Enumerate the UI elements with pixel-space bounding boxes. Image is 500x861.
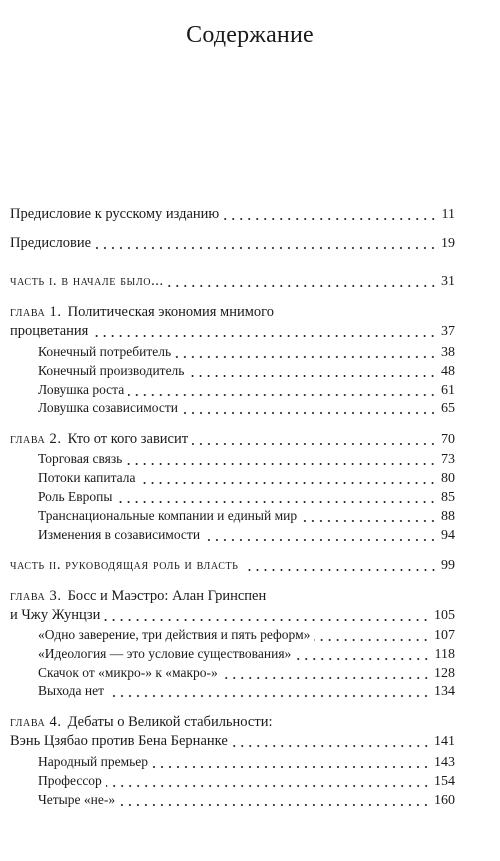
toc-subentry-title: Конечный производитель	[38, 363, 185, 378]
toc-subentry	[38, 343, 455, 362]
dot-leader	[106, 784, 430, 788]
toc-page-number: 80	[441, 471, 455, 486]
toc-part	[10, 272, 455, 291]
toc-page-number: 118	[434, 647, 455, 662]
toc-page-number: 143	[434, 755, 455, 770]
toc-subentry-title: «Идеология — это условие существования»	[38, 646, 292, 661]
toc-chapter-label: глава 3.	[10, 588, 62, 604]
toc-entry-title: Предисловие к русскому изданию	[10, 206, 220, 222]
dot-leader	[232, 744, 430, 748]
toc-subentry	[38, 450, 455, 469]
toc-subentry-title: Скачок от «микро-» к «макро-»	[38, 665, 218, 680]
toc-chapter-label: глава 4.	[10, 714, 62, 730]
dot-leader	[119, 803, 430, 807]
dot-leader	[188, 374, 437, 378]
toc-page-number: 48	[441, 364, 455, 379]
toc-page-number: 154	[434, 774, 455, 789]
toc-page-number: 128	[434, 666, 455, 681]
toc-chapter-first-line	[10, 713, 272, 731]
toc-subentry	[38, 753, 455, 772]
toc-chapter	[10, 732, 455, 751]
dot-leader	[104, 618, 430, 622]
toc-chapter-title: Дебаты о Великой стабильности:	[67, 714, 273, 730]
toc-page-number: 31	[441, 274, 455, 289]
dot-leader	[116, 500, 437, 504]
toc-subentry-title: Профессор	[38, 773, 102, 788]
dot-leader	[175, 355, 437, 359]
dot-leader	[295, 657, 430, 661]
toc-part-title: часть i. в начале было...	[10, 273, 164, 289]
toc-subentry	[38, 488, 455, 507]
toc-page-number: 94	[441, 528, 455, 543]
dot-leader	[243, 568, 437, 572]
dot-leader	[223, 217, 437, 221]
dot-leader	[152, 765, 430, 769]
toc-entry-title: Предисловие	[10, 235, 92, 251]
toc-subentry-title: Изменения в созависимости	[38, 527, 201, 542]
toc-page-number: 65	[441, 401, 455, 416]
toc-page-number: 160	[434, 793, 455, 808]
dot-leader	[92, 334, 437, 338]
dot-leader	[126, 462, 437, 466]
toc-page-number: 11	[441, 207, 455, 222]
toc-chapter	[10, 322, 455, 341]
toc-page-number: 73	[441, 452, 455, 467]
toc-chapter	[10, 606, 455, 625]
toc-chapter-title-cont: процветания	[10, 323, 89, 339]
dot-leader	[128, 393, 437, 397]
toc-page-number: 107	[434, 628, 455, 643]
dot-leader	[192, 442, 437, 446]
toc-subentry-title: Транснациональные компании и единый мир	[38, 508, 298, 523]
toc-entry	[10, 205, 455, 224]
toc-chapter-title: Кто от кого зависит	[67, 431, 189, 447]
toc-page-number: 141	[434, 734, 455, 749]
toc-subentry	[38, 664, 455, 683]
toc-part	[10, 556, 455, 575]
toc-subentry-title: Ловушка роста	[38, 382, 125, 397]
toc-page-number: 88	[441, 509, 455, 524]
toc-part-title: часть ii. руководящая роль и власть	[10, 557, 239, 573]
page-title: Содержание	[186, 22, 314, 48]
toc-chapter-label: глава 2.	[10, 431, 62, 447]
dot-leader	[108, 694, 430, 698]
toc-page-number: 85	[441, 490, 455, 505]
toc-subentry	[38, 399, 455, 418]
toc-chapter-title: Политическая экономия мнимого	[67, 304, 275, 320]
toc-subentry-title: Народный премьер	[38, 754, 149, 769]
toc-subentry-title: Ловушка созависимости	[38, 400, 178, 415]
toc-page-number: 61	[441, 383, 455, 398]
toc-subentry	[38, 507, 455, 526]
toc-subentry	[38, 772, 455, 791]
toc-subentry-title: Роль Европы	[38, 489, 113, 504]
toc-subentry	[38, 381, 455, 400]
toc-subentry-title: Торговая связь	[38, 451, 123, 466]
toc-page-number: 38	[441, 345, 455, 360]
toc-subentry-title: Четыре «не-»	[38, 792, 116, 807]
toc-subentry	[38, 645, 455, 664]
dot-leader	[95, 246, 437, 250]
toc-subentry-title: «Одно заверение, три действия и пять реформ»	[38, 627, 311, 642]
toc-chapter-label: глава 1.	[10, 304, 62, 320]
toc-subentry	[38, 791, 455, 810]
toc-subentry	[38, 682, 455, 701]
toc-chapter-title-cont: Вэнь Цзябао против Бена Бернанке	[10, 733, 228, 749]
toc-page-number: 37	[441, 324, 455, 339]
toc-chapter-title-cont: и Чжу Жунцзи	[10, 607, 101, 623]
toc-page-number: 134	[434, 684, 455, 699]
dot-leader	[222, 676, 430, 680]
toc-subentry-title: Потоки капитала	[38, 470, 136, 485]
toc-chapter-title: Босс и Маэстро: Алан Гринспен	[67, 588, 267, 604]
toc-chapter-first-line	[10, 587, 266, 605]
dot-leader	[301, 519, 437, 523]
toc-chapter	[10, 430, 455, 449]
dot-leader	[139, 481, 437, 485]
toc-entry	[10, 234, 455, 253]
toc-subentry	[38, 526, 455, 545]
toc-page-number: 19	[441, 236, 455, 251]
toc-subentry-title: Конечный потребитель	[38, 344, 172, 359]
toc-subentry	[38, 362, 455, 381]
toc-subentry	[38, 469, 455, 488]
dot-leader	[204, 538, 437, 542]
dot-leader	[168, 284, 437, 288]
toc-page-number: 105	[434, 608, 455, 623]
toc-page-number: 70	[441, 432, 455, 447]
dot-leader	[182, 411, 437, 415]
toc-page-number: 99	[441, 558, 455, 573]
dot-leader	[314, 638, 430, 642]
toc-chapter-first-line	[10, 303, 274, 321]
toc-subentry	[38, 626, 455, 645]
toc-subentry-title: Выхода нет	[38, 683, 105, 698]
